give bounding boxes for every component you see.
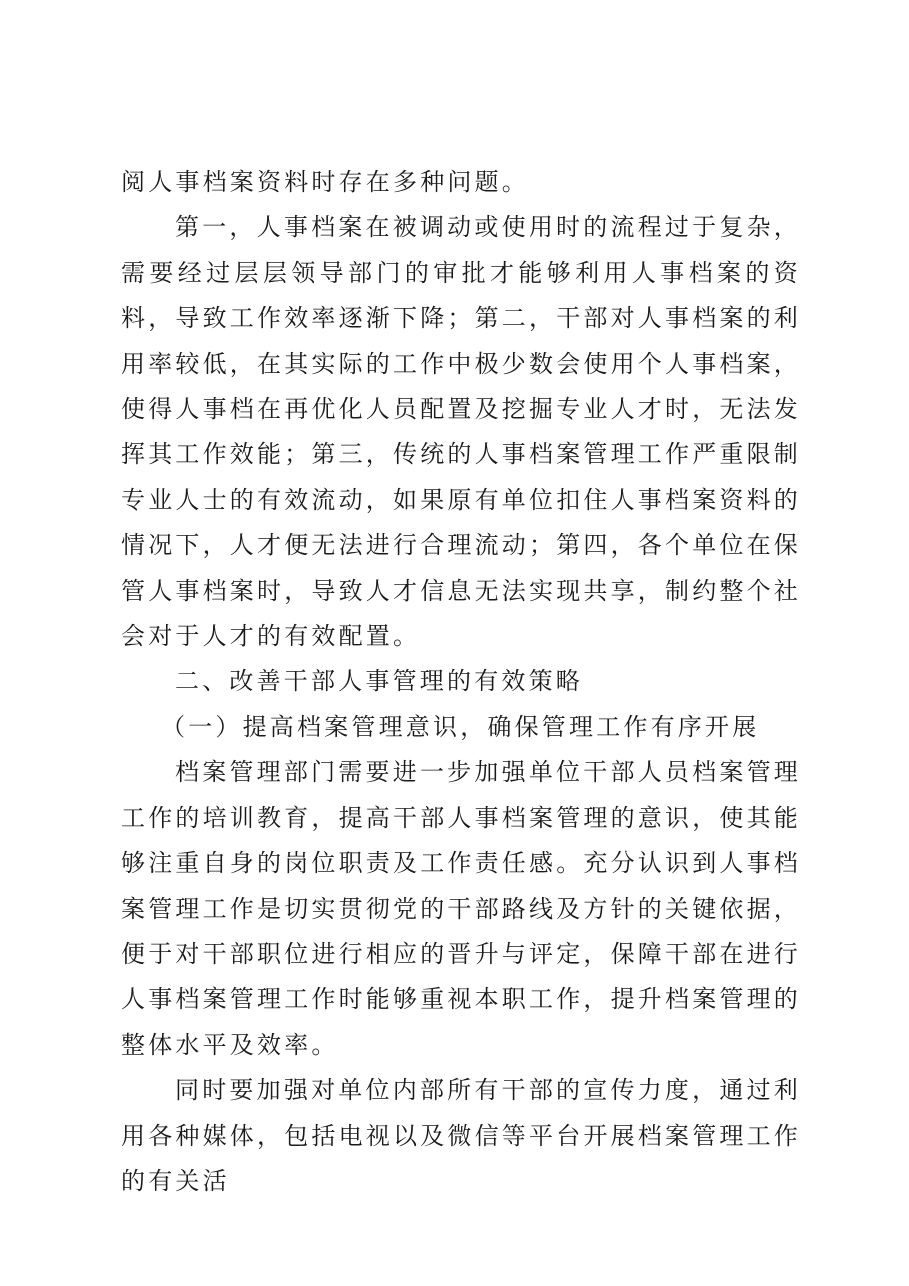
document-body	[121, 160, 801, 1204]
body-paragraph-publicity: 同时要加强对单位内部所有干部的宣传力度，通过利用各种媒体，包括电视以及微信等平台开展档案管理工作的有关活	[121, 1076, 801, 1195]
body-paragraph-training: 档案管理部门需要进一步加强单位干部人员档案管理工作的培训教育，提高干部人事档案管理的意识，使其能够注重自身的岗位职责及工作责任感。充分认识到人事档案管理工作是切实贯彻党的干部路线及方针的关键依据，便于对干部职位进行相应的晋升与评定，保障干部在进行人事档案管理工作时能够重视本职工作，提升档案管理的整体水平及效率。	[121, 758, 801, 1059]
body-paragraph-problems: 第一，人事档案在被调动或使用时的流程过于复杂，需要经过层层领导部门的审批才能够利用人事档案的资料，导致工作效率逐渐下降；第二，干部对人事档案的利用率较低，在其实际的工作中极少数会使用个人事档案，使得人事档在再优化人员配置及挖掘专业人才时，无法发挥其工作效能；第三，传统的人事档案管理工作严重限制专业人士的有效流动，如果原有单位扣住人事档案资料的情况下，人才便无法进行合理流动；第四，各个单位在保管人事档案时，导致人才信息无法实现共享，制约整个社会对于人才的有效配置。	[121, 213, 801, 651]
section-heading: 二、改善干部人事管理的有效策略	[175, 667, 583, 696]
subsection-heading: （一）提高档案管理意识，确保管理工作有序开展	[161, 712, 760, 741]
continuation-paragraph: 阅人事档案资料时存在多种问题。	[121, 168, 529, 196]
